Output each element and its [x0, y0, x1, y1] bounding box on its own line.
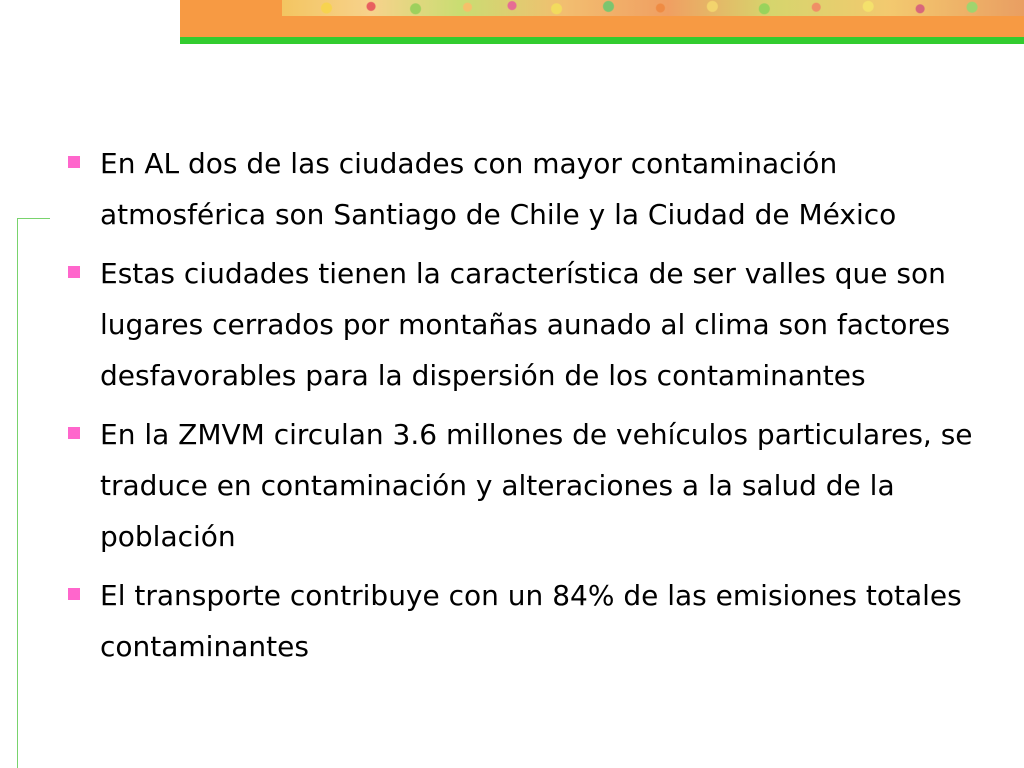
bullet-text: El transporte contribuye con un 84% de las emisiones totales contaminantes: [100, 579, 962, 663]
left-frame-vertical-line: [17, 218, 18, 768]
bullet-list: [62, 138, 992, 672]
list-item: [62, 138, 992, 240]
bullet-square-icon: [68, 156, 80, 168]
header-green-rule: [180, 37, 1024, 44]
decorative-fruit-banner: [282, 0, 1024, 16]
list-item: [62, 248, 992, 401]
bullet-square-icon: [68, 427, 80, 439]
list-item: [62, 409, 992, 562]
header-banner: [180, 0, 1024, 44]
slide-content: [62, 138, 992, 680]
list-item: [62, 570, 992, 672]
bullet-text: Estas ciudades tienen la característica de ser valles que son lugares cerrados por montañas aunado al clima son factores desfavorables para la dispersión de los contaminantes: [100, 257, 951, 392]
bullet-square-icon: [68, 266, 80, 278]
bullet-square-icon: [68, 588, 80, 600]
left-frame-top-line: [17, 218, 50, 219]
bullet-text: En la ZMVM circulan 3.6 millones de vehículos particulares, se traduce en contaminación y alteraciones a la salud de la población: [100, 418, 973, 553]
bullet-text: En AL dos de las ciudades con mayor contaminación atmosférica son Santiago de Chile y la Ciudad de México: [100, 147, 897, 231]
